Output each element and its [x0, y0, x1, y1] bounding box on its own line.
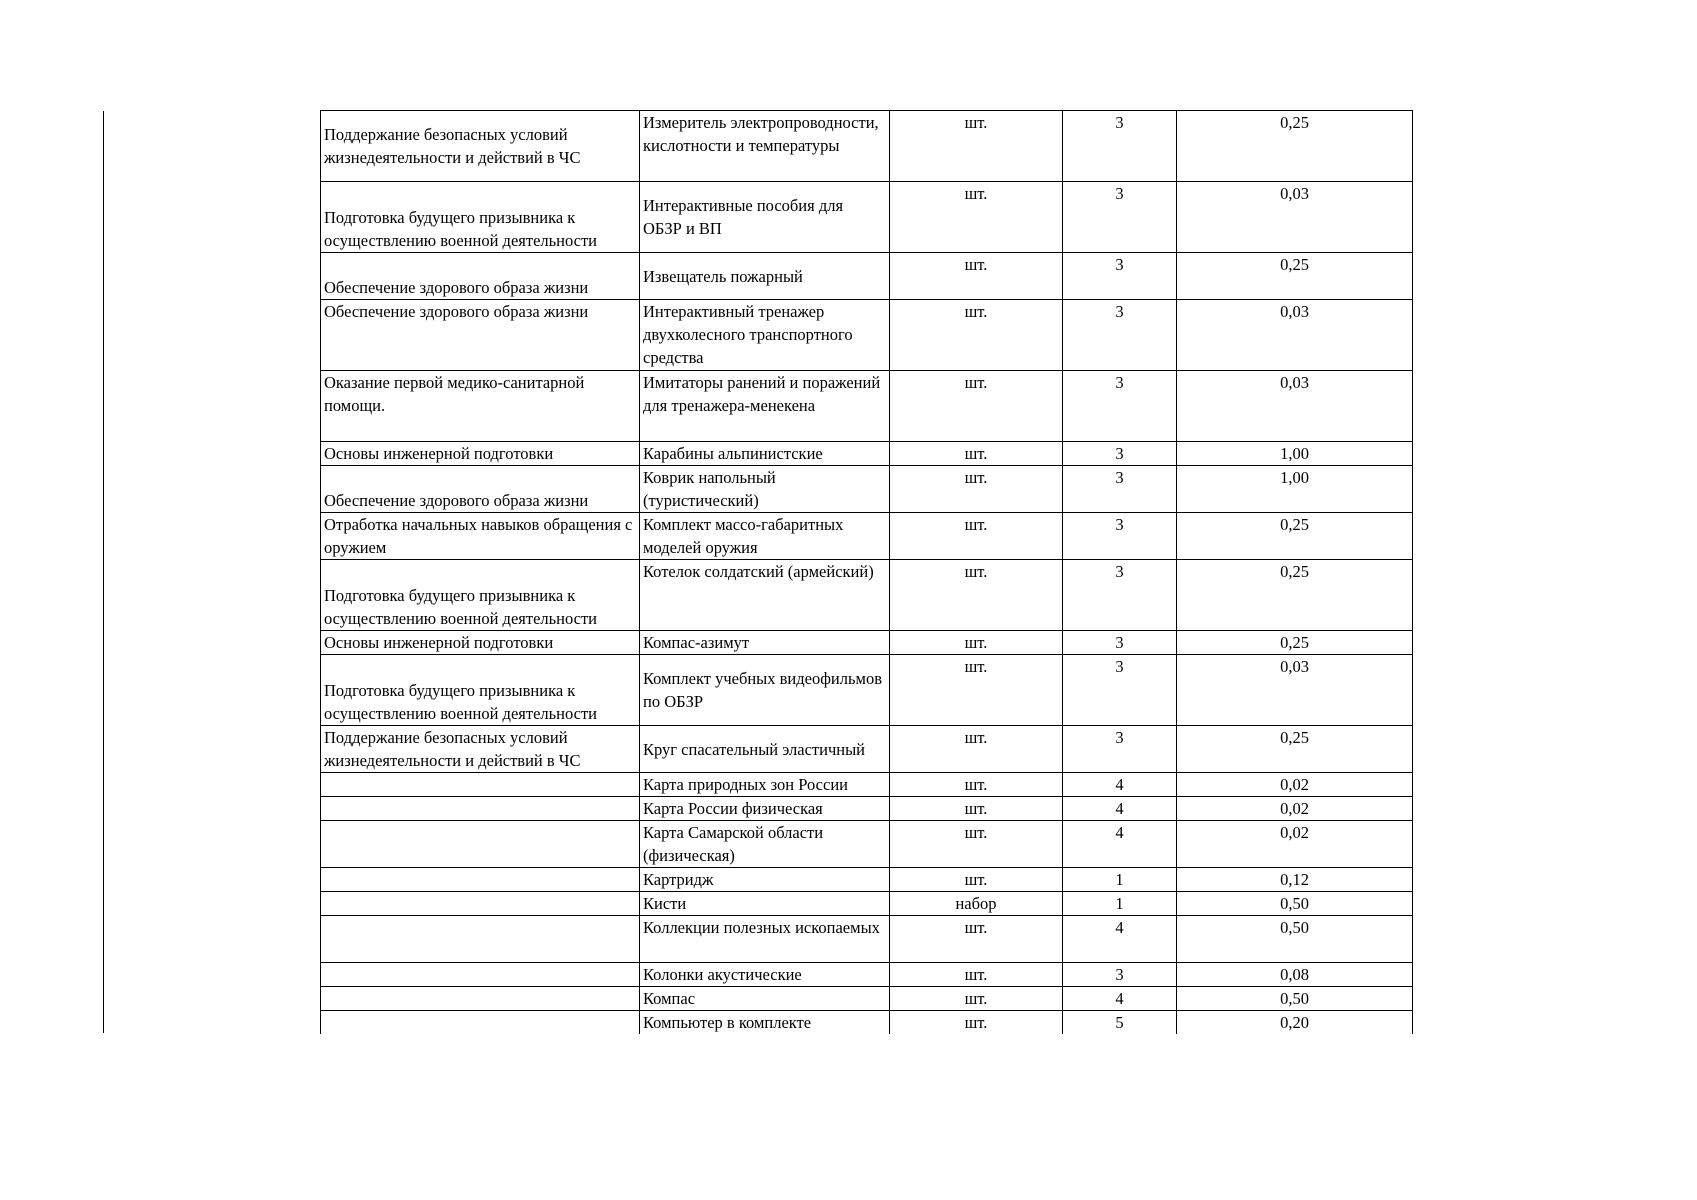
item-cell: Измеритель электропроводности, кислотности и температуры	[640, 111, 890, 182]
topic-cell	[321, 963, 640, 987]
table-row	[321, 182, 1413, 253]
table-row	[321, 821, 1413, 868]
unit-cell: шт.	[890, 868, 1063, 892]
quantity-cell: 4	[1063, 987, 1177, 1011]
topic-cell	[321, 868, 640, 892]
quantity-cell: 3	[1063, 253, 1177, 300]
unit-cell: шт.	[890, 773, 1063, 797]
topic-cell: Отработка начальных навыков обращения с оружием	[321, 513, 640, 560]
topic-cell	[321, 773, 640, 797]
table-row	[321, 253, 1413, 300]
quantity-cell: 3	[1063, 631, 1177, 655]
topic-cell: Подготовка будущего призывника к осуществлению военной деятельности	[321, 560, 640, 631]
topic-cell	[321, 821, 640, 868]
table-row	[321, 560, 1413, 631]
norm-cell: 1,00	[1177, 442, 1413, 466]
quantity-cell: 3	[1063, 560, 1177, 631]
equipment-table	[320, 110, 1413, 1034]
topic-cell: Обеспечение здорового образа жизни	[321, 300, 640, 371]
topic-cell: Обеспечение здорового образа жизни	[321, 253, 640, 300]
item-cell: Кисти	[640, 892, 890, 916]
table-row	[321, 726, 1413, 773]
unit-cell: шт.	[890, 513, 1063, 560]
quantity-cell: 3	[1063, 726, 1177, 773]
quantity-cell: 3	[1063, 513, 1177, 560]
topic-cell	[321, 916, 640, 963]
norm-cell: 0,25	[1177, 513, 1413, 560]
page-margin-line	[103, 111, 104, 1033]
table-row	[321, 631, 1413, 655]
table-row	[321, 797, 1413, 821]
item-cell: Комплект учебных видеофильмов по ОБЗР	[640, 655, 890, 726]
norm-cell: 0,03	[1177, 655, 1413, 726]
item-cell: Имитаторы ранений и поражений для тренажера-менекена	[640, 371, 890, 442]
item-cell: Интерактивные пособия для ОБЗР и ВП	[640, 182, 890, 253]
item-cell: Компьютер в комплекте	[640, 1011, 890, 1035]
quantity-cell: 3	[1063, 182, 1177, 253]
unit-cell: шт.	[890, 300, 1063, 371]
item-cell: Коллекции полезных ископаемых	[640, 916, 890, 963]
unit-cell: шт.	[890, 631, 1063, 655]
norm-cell: 0,08	[1177, 963, 1413, 987]
table-row	[321, 466, 1413, 513]
item-cell: Карта природных зон России	[640, 773, 890, 797]
unit-cell: шт.	[890, 111, 1063, 182]
quantity-cell: 3	[1063, 111, 1177, 182]
unit-cell: шт.	[890, 797, 1063, 821]
unit-cell: шт.	[890, 560, 1063, 631]
item-cell: Интерактивный тренажер двухколесного транспортного средства	[640, 300, 890, 371]
quantity-cell: 4	[1063, 916, 1177, 963]
unit-cell: шт.	[890, 726, 1063, 773]
topic-cell: Подготовка будущего призывника к осуществлению военной деятельности	[321, 655, 640, 726]
unit-cell: шт.	[890, 963, 1063, 987]
table-row	[321, 773, 1413, 797]
quantity-cell: 3	[1063, 442, 1177, 466]
unit-cell: шт.	[890, 442, 1063, 466]
topic-cell: Подготовка будущего призывника к осуществлению военной деятельности	[321, 182, 640, 253]
norm-cell: 0,25	[1177, 631, 1413, 655]
quantity-cell: 3	[1063, 371, 1177, 442]
topic-cell	[321, 1011, 640, 1035]
norm-cell: 0,50	[1177, 892, 1413, 916]
norm-cell: 0,50	[1177, 987, 1413, 1011]
quantity-cell: 4	[1063, 821, 1177, 868]
norm-cell: 0,25	[1177, 726, 1413, 773]
table-row	[321, 111, 1413, 182]
table-row	[321, 963, 1413, 987]
unit-cell: шт.	[890, 655, 1063, 726]
topic-cell: Поддержание безопасных условий жизнедеятельности и действий в ЧС	[321, 726, 640, 773]
quantity-cell: 1	[1063, 892, 1177, 916]
table-row	[321, 1011, 1413, 1035]
quantity-cell: 3	[1063, 655, 1177, 726]
unit-cell: шт.	[890, 466, 1063, 513]
unit-cell: шт.	[890, 987, 1063, 1011]
unit-cell: шт.	[890, 1011, 1063, 1035]
table-row	[321, 371, 1413, 442]
norm-cell: 0,03	[1177, 371, 1413, 442]
quantity-cell: 1	[1063, 868, 1177, 892]
topic-cell	[321, 797, 640, 821]
norm-cell: 0,20	[1177, 1011, 1413, 1035]
item-cell: Карта Самарской области (физическая)	[640, 821, 890, 868]
table-row	[321, 987, 1413, 1011]
unit-cell: шт.	[890, 916, 1063, 963]
item-cell: Котелок солдатский (армейский)	[640, 560, 890, 631]
unit-cell: набор	[890, 892, 1063, 916]
norm-cell: 0,02	[1177, 797, 1413, 821]
topic-cell: Основы инженерной подготовки	[321, 442, 640, 466]
item-cell: Компас-азимут	[640, 631, 890, 655]
quantity-cell: 3	[1063, 466, 1177, 513]
norm-cell: 0,03	[1177, 300, 1413, 371]
table-row	[321, 916, 1413, 963]
unit-cell: шт.	[890, 371, 1063, 442]
quantity-cell: 3	[1063, 300, 1177, 371]
unit-cell: шт.	[890, 253, 1063, 300]
item-cell: Извещатель пожарный	[640, 253, 890, 300]
table-row	[321, 300, 1413, 371]
unit-cell: шт.	[890, 182, 1063, 253]
table-row	[321, 868, 1413, 892]
topic-cell	[321, 892, 640, 916]
norm-cell: 0,25	[1177, 253, 1413, 300]
unit-cell: шт.	[890, 821, 1063, 868]
table-row	[321, 655, 1413, 726]
topic-cell: Обеспечение здорового образа жизни	[321, 466, 640, 513]
item-cell: Колонки акустические	[640, 963, 890, 987]
table-row	[321, 442, 1413, 466]
table-row	[321, 892, 1413, 916]
topic-cell: Основы инженерной подготовки	[321, 631, 640, 655]
norm-cell: 0,12	[1177, 868, 1413, 892]
item-cell: Комплект массо-габаритных моделей оружия	[640, 513, 890, 560]
quantity-cell: 5	[1063, 1011, 1177, 1035]
topic-cell: Поддержание безопасных условий жизнедеятельности и действий в ЧС	[321, 111, 640, 182]
item-cell: Круг спасательный эластичный	[640, 726, 890, 773]
norm-cell: 0,25	[1177, 111, 1413, 182]
quantity-cell: 4	[1063, 773, 1177, 797]
topic-cell: Оказание первой медико-санитарной помощи.	[321, 371, 640, 442]
norm-cell: 1,00	[1177, 466, 1413, 513]
item-cell: Картридж	[640, 868, 890, 892]
quantity-cell: 4	[1063, 797, 1177, 821]
item-cell: Карабины альпинистские	[640, 442, 890, 466]
topic-cell	[321, 987, 640, 1011]
item-cell: Карта России физическая	[640, 797, 890, 821]
table-row	[321, 513, 1413, 560]
norm-cell: 0,02	[1177, 821, 1413, 868]
quantity-cell: 3	[1063, 963, 1177, 987]
norm-cell: 0,25	[1177, 560, 1413, 631]
item-cell: Компас	[640, 987, 890, 1011]
norm-cell: 0,02	[1177, 773, 1413, 797]
norm-cell: 0,50	[1177, 916, 1413, 963]
norm-cell: 0,03	[1177, 182, 1413, 253]
item-cell: Коврик напольный (туристический)	[640, 466, 890, 513]
